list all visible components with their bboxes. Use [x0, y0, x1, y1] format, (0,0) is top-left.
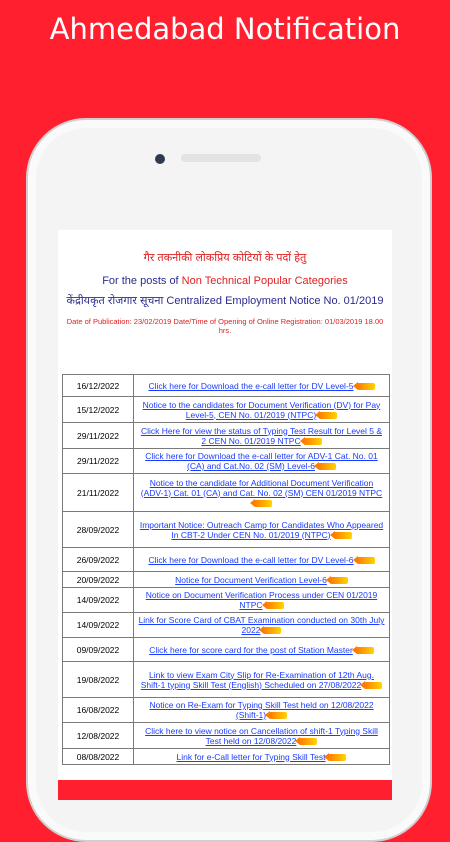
row-link-cell[interactable]: [134, 572, 390, 588]
bottom-bar: [58, 780, 392, 800]
table-row: [63, 512, 390, 548]
new-badge-icon: [266, 602, 284, 609]
new-badge-icon: [356, 647, 374, 654]
hindi-heading: गैर तकनीकी लोकप्रिय कोटियों के पदों हेतु: [143, 252, 307, 264]
table-row: [63, 613, 390, 638]
row-date: 19/08/2022: [63, 662, 134, 698]
table-row: [63, 449, 390, 474]
notification-link[interactable]: Click Here for view the status of Typing Test Result for Level 5 & 2 CEN No. 01/2019 NTPC: [140, 425, 383, 446]
new-badge-icon: [319, 412, 337, 419]
notification-link[interactable]: Notice to the candidates for Document Verification (DV) for Pay Level-5, CEN No. 01/2019 (NTPC): [142, 399, 381, 420]
new-badge-icon: [269, 712, 287, 719]
speaker-grille: [181, 154, 261, 162]
row-date: 16/12/2022: [63, 375, 134, 397]
row-date: 16/08/2022: [63, 698, 134, 723]
table-row: [63, 397, 390, 423]
notification-link[interactable]: Notice on Re-Exam for Typing Skill Test held on 12/08/2022 (Shift-1): [149, 700, 374, 720]
notification-link[interactable]: Click here for Download the e-call letter for DV Level-5: [148, 380, 354, 391]
publication-dates: Date of Publication: 23/02/2019 Date/Time of Opening of Online Registration: 01/03/2019 18.00 hrs.: [66, 317, 384, 335]
row-date: 15/12/2022: [63, 397, 134, 423]
notification-table: [62, 374, 390, 765]
row-date: 26/09/2022: [63, 548, 134, 572]
new-badge-icon: [334, 532, 352, 539]
row-date: 20/09/2022: [63, 572, 134, 588]
new-badge-icon: [357, 383, 375, 390]
table-row: [63, 749, 390, 765]
row-date: 12/08/2022: [63, 723, 134, 749]
new-badge-icon: [357, 557, 375, 564]
row-date: 08/08/2022: [63, 749, 134, 765]
notification-link[interactable]: Notice for Document Verification Level-6: [175, 574, 327, 585]
table-row: [63, 474, 390, 512]
row-date: 14/09/2022: [63, 613, 134, 638]
table-row: [63, 572, 390, 588]
cen-heading: केंद्रीयकृत रोजगार सूचना Centralized Employment Notice No. 01/2019: [66, 295, 384, 307]
new-badge-icon: [318, 463, 336, 470]
row-date: 28/09/2022: [63, 512, 134, 548]
row-date: 21/11/2022: [63, 474, 134, 512]
row-link-cell[interactable]: [134, 397, 390, 423]
notification-link[interactable]: Click here to view notice on Cancellation of shift-1 Typing Skill Test held on 12/08/2022: [145, 725, 378, 746]
notification-link[interactable]: Click here for Download the e-call letter for ADV-1 Cat. No. 01 (CA) and Cat.No. 02 (SM) Level-6: [145, 451, 378, 471]
row-link-cell[interactable]: [134, 723, 390, 749]
notification-link[interactable]: Link to view Exam City Slip for Re-Examination of 12th Aug. Shift-1 typing Skill Test (English) Scheduled on 27/08/2022: [140, 669, 374, 690]
table-row: [63, 662, 390, 698]
row-link-cell[interactable]: [134, 588, 390, 613]
row-date: 14/09/2022: [63, 588, 134, 613]
camera-icon: [155, 154, 165, 164]
row-link-cell[interactable]: [134, 423, 390, 449]
row-link-cell[interactable]: [134, 638, 390, 662]
table-row: [63, 375, 390, 397]
row-link-cell[interactable]: [134, 613, 390, 638]
english-prefix: For the posts of: [102, 275, 182, 287]
row-link-cell[interactable]: [134, 512, 390, 548]
notification-link[interactable]: Click here for score card for the post of Station Master: [149, 644, 353, 655]
new-badge-icon: [328, 754, 346, 761]
row-link-cell[interactable]: [134, 474, 390, 512]
table-row: [63, 698, 390, 723]
english-highlight: Non Technical Popular Categories: [181, 275, 348, 287]
new-badge-icon: [330, 577, 348, 584]
row-link-cell[interactable]: [134, 449, 390, 474]
new-badge-icon: [263, 627, 281, 634]
table-row: [63, 588, 390, 613]
row-link-cell[interactable]: [134, 548, 390, 572]
table-row: [63, 548, 390, 572]
notification-link[interactable]: Click here for Download the e-call letter for DV Level-6: [148, 554, 354, 565]
table-row: [63, 423, 390, 449]
notification-link[interactable]: Important Notice: Outreach Camp for Candidates Who Appeared In CBT-2 Under CEN No. 01/2019 (NTPC): [139, 519, 384, 540]
row-link-cell[interactable]: [134, 749, 390, 765]
new-badge-icon: [304, 438, 322, 445]
notification-link[interactable]: Notice to the candidate for Additional Document Verification (ADV-1) Cat. 01 (CA) and Cat. No. 02 (SM) CEN 01/2019 NTPC: [140, 477, 383, 498]
row-date: 29/11/2022: [63, 449, 134, 474]
english-heading: [58, 275, 392, 287]
row-link-cell[interactable]: [134, 698, 390, 723]
notification-link[interactable]: Link for e-Call letter for Typing Skill Test: [176, 751, 326, 762]
row-date: 29/11/2022: [63, 423, 134, 449]
table-row: [63, 723, 390, 749]
new-badge-icon: [254, 500, 272, 507]
page-title: Ahmedabad Notification: [49, 12, 401, 46]
new-badge-icon: [299, 738, 317, 745]
row-date: 09/09/2022: [63, 638, 134, 662]
phone-screen: [58, 230, 392, 800]
row-link-cell[interactable]: [134, 375, 390, 397]
new-badge-icon: [364, 682, 382, 689]
table-row: [63, 638, 390, 662]
notification-link[interactable]: Notice on Document Verification Process under CEN 01/2019 NTPC: [145, 590, 378, 610]
row-link-cell[interactable]: [134, 662, 390, 698]
notification-link[interactable]: Link for Score Card of CBAT Examination conducted on 30th July 2022: [138, 615, 385, 635]
